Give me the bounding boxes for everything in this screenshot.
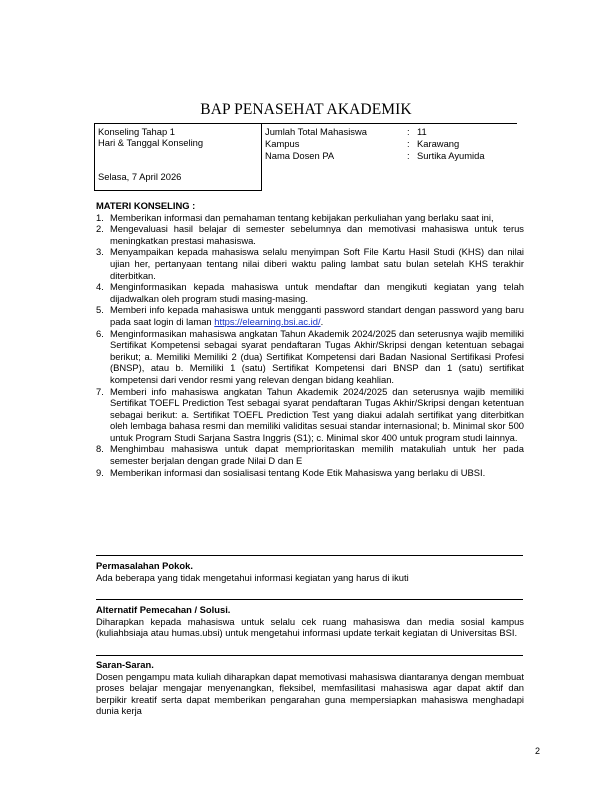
materi-item-body: Memberi info kepada mahasiswa untuk mengganti password standart dengan password yang baru pada saat login di laman: [110, 304, 524, 327]
saran-section: [96, 659, 524, 717]
materi-item: [96, 328, 524, 386]
info-row-value: 11: [417, 126, 427, 137]
materi-item-text: [110, 246, 524, 281]
divider-2: [96, 599, 523, 600]
materi-item: [96, 304, 524, 327]
materi-item-text: [110, 223, 524, 246]
info-right-cell: [262, 124, 518, 191]
alternatif-text: Diharapkan kepada mahasiswa untuk selalu cek ruang mahasiswa dan media sosial kampus (kuliahbsiaja atau humas.ubsi) untuk mengetahui informasi update terkait kegiatan di Universitas BSI.: [96, 615, 524, 639]
materi-item: [96, 281, 524, 304]
permasalahan-section: [96, 560, 524, 583]
saran-heading: Saran-Saran.: [96, 659, 154, 670]
materi-item-body: Menginformasikan mahasiswa angkatan Tahun Akademik 2024/2025 dan seterusnya wajib memiliki Sertifikat Kompetensi sebagai syarat pendaftaran Tugas Akhir/Skripsi dengan ketentuan sebagai berikut; a. Memiliki Memiliki 2 (dua) Sertifikat Kompetensi dari Badan Nasional Sertifikasi Profesi (BNSP), atau b. Memiliki 1 (satu) Sertifikat Kompetensi dari BNSP dan 1 (satu) sertifikat kompetensi dari vendor resmi yang relevan dengan bidang keahlian.: [110, 327, 524, 385]
info-row-value: Surtika Ayumida: [417, 150, 485, 161]
materi-item-text: [110, 467, 524, 479]
materi-item: [96, 212, 524, 224]
info-key-values: [265, 126, 514, 161]
permasalahan-heading: Permasalahan Pokok.: [96, 560, 193, 571]
materi-item-body: Menghimbau mahasiswa untuk dapat memprioritaskan memilih matakuliah untuk her pada semester berjalan dengan grade Nilai D dan E: [110, 443, 524, 467]
konseling-date: Selasa, 7 April 2026: [98, 171, 182, 182]
materi-item-text: [110, 328, 524, 386]
materi-item-number: 3.: [96, 246, 104, 258]
materi-item-number: 9.: [96, 466, 104, 478]
info-row-separator: :: [407, 150, 410, 161]
materi-item: [96, 223, 524, 246]
materi-item-body: Menginformasikan kepada mahasiswa untuk mendaftar dan mengikuti kegiatan yang telah dijadwalkan oleh program studi masing-masing.: [110, 281, 524, 304]
materi-item: [96, 467, 524, 479]
info-table: [94, 123, 517, 191]
materi-item-text: [110, 304, 524, 327]
materi-item-body: Mengevaluasi hasil belajar di semester sebelumnya dan memotivasi mahasiswa untuk terus meningkatkan prestasi mahasiswa.: [110, 223, 524, 246]
materi-item-body: Memberikan informasi dan pemahaman tentang kebijakan perkuliahan yang berlaku saat ini,: [110, 211, 494, 223]
materi-heading: MATERI KONSELING :: [96, 200, 196, 211]
info-row-separator: :: [407, 138, 410, 149]
materi-item-number: 8.: [96, 443, 104, 455]
info-left-cell: [95, 124, 262, 191]
materi-item: [96, 386, 524, 444]
materi-item-number: 4.: [96, 281, 104, 293]
materi-item-text: [110, 443, 524, 466]
materi-list: [96, 212, 524, 479]
info-row-label: Kampus: [265, 138, 300, 149]
info-row-label: Nama Dosen PA: [265, 150, 335, 161]
materi-item-text: [110, 281, 524, 304]
alternatif-heading: Alternatif Pemecahan / Solusi.: [96, 604, 231, 615]
elearning-link[interactable]: https://elearning.bsi.ac.id/: [214, 315, 321, 327]
materi-item-text: [110, 386, 524, 444]
materi-item: [96, 246, 524, 281]
materi-section: [96, 200, 524, 478]
info-row-label: Jumlah Total Mahasiswa: [265, 126, 367, 137]
permasalahan-text: Ada beberapa yang tidak mengetahui informasi kegiatan yang harus di ikuti: [96, 571, 409, 583]
alternatif-section: [96, 604, 524, 639]
document-title: BAP PENASEHAT AKADEMIK: [200, 101, 412, 118]
info-row-separator: :: [407, 126, 410, 137]
materi-item-body: Memberikan informasi dan sosialisasi tentang Kode Etik Mahasiswa yang berlaku di UBSI.: [110, 466, 486, 478]
materi-item-body: Memberi info mahasiswa angkatan Tahun Akademik 2024/2025 dan seterusnya wajib memiliki Sertifikat TOEFL Prediction Test sebagai syarat pendaftaran Tugas Akhir/Skripsi dengan ketentuan sebagai berikut: a. Sertifikat TOEFL Prediction Test yang diakui adalah sertifikat yang diterbitkan oleh lembaga bahasa resmi dan memiliki validitas sesuai standar internasional; b. Minimal skor 500 untuk Program Studi Sarjana Sastra Inggris (S1); c. Minimal skor 400 untuk program studi lainnya.: [110, 385, 524, 443]
materi-item: [96, 443, 524, 466]
materi-item-number: 7.: [96, 385, 104, 397]
materi-item-number: 2.: [96, 223, 104, 235]
divider-3: [96, 655, 523, 656]
info-row-value: Karawang: [417, 138, 460, 149]
materi-item-number: 6.: [96, 327, 104, 339]
hari-tanggal-label: Hari & Tanggal Konseling: [98, 137, 204, 148]
materi-item-number: 1.: [96, 211, 104, 223]
materi-item-number: 5.: [96, 304, 104, 316]
saran-text: Dosen pengampu mata kuliah diharapkan dapat memotivasi mahasiswa diantaranya dengan membuat proses belajar mengajar menyenangkan, fleksibel, memfasilitasi mahasiswa agar dapat aktif dan berpikir kreatif serta dapat memberikan pengarahan guna mempersiapkan mahasiswa menghadapi dunia kerja: [96, 670, 524, 717]
materi-item-body: Menyampaikan kepada mahasiswa selalu menyimpan Soft File Kartu Hasil Studi (KHS) dan nilai ujian her, pertanyaan tentang nilai diberi waktu paling lambat satu bulan setelah KHS terakhir diterbitkan.: [110, 246, 524, 281]
page-number: 2: [535, 746, 541, 756]
divider-1: [96, 555, 523, 556]
konseling-stage: Konseling Tahap 1: [98, 126, 175, 137]
materi-item-text: [110, 212, 524, 224]
materi-item-suffix: .: [320, 315, 324, 327]
